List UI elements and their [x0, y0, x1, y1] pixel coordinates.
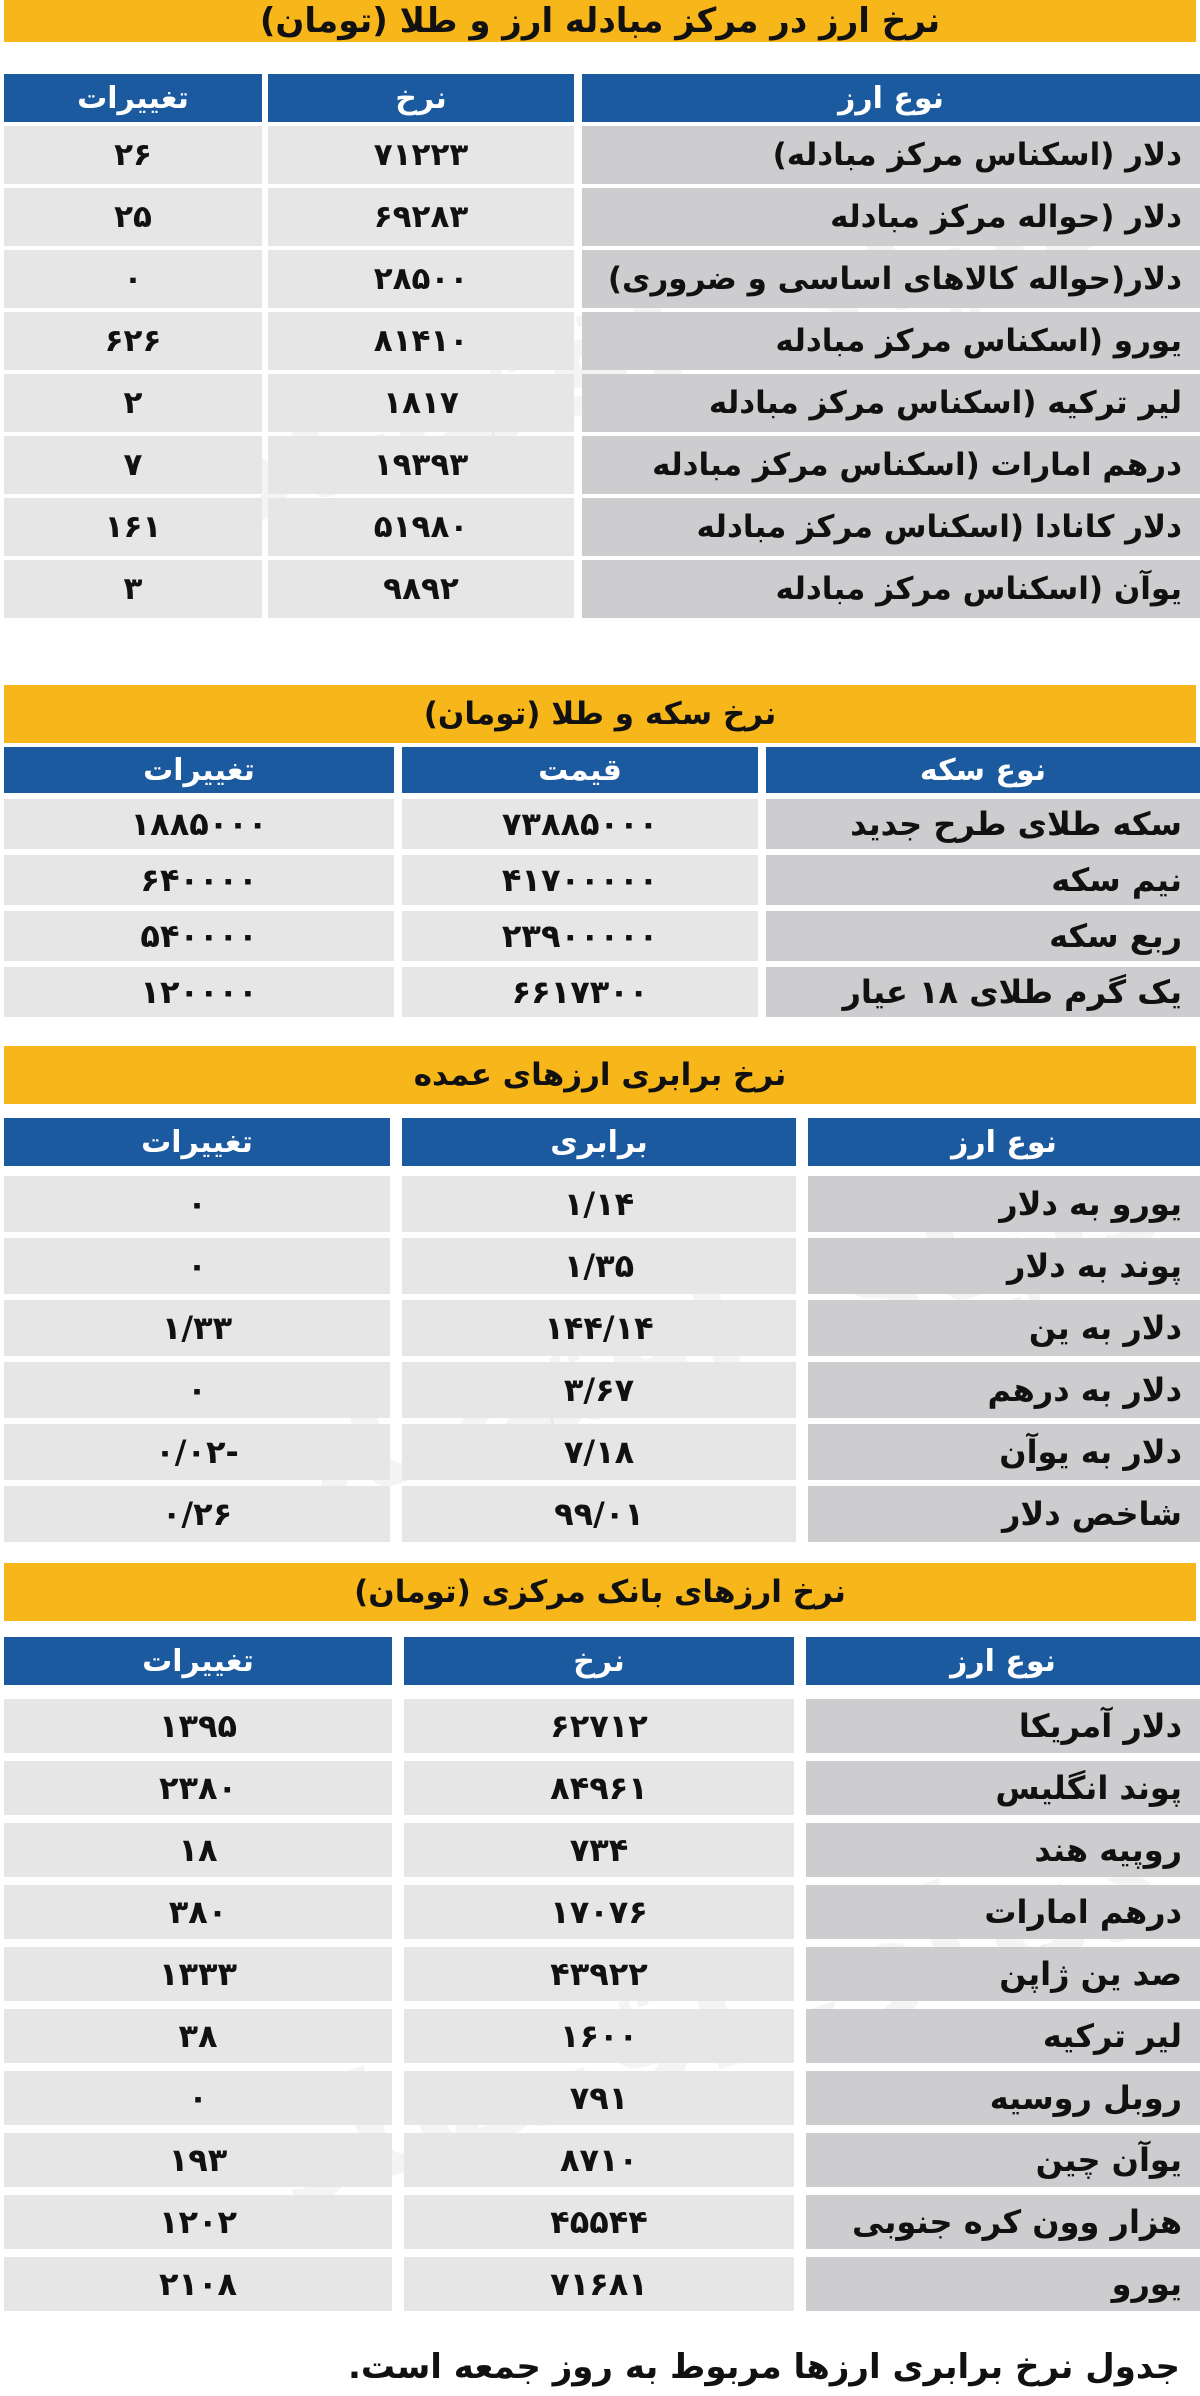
table-row: [0, 560, 1200, 618]
cell-rate: ۱/۳۵: [402, 1238, 796, 1294]
section-title: نرخ ارزهای بانک مرکزی (تومان): [4, 1563, 1196, 1621]
cell-type: دلار به یوآن: [808, 1424, 1200, 1480]
cell-type: هزار وون کره جنوبی: [806, 2195, 1200, 2249]
table-row: [0, 1300, 1200, 1356]
cell-change: ۰/۲۶: [4, 1486, 390, 1542]
table-row: [0, 498, 1200, 556]
table-row: [0, 2009, 1200, 2063]
table-row: [0, 436, 1200, 494]
cell-rate: ۸۱۴۱۰: [268, 312, 574, 370]
cell-rate: ۹۹/۰۱: [402, 1486, 796, 1542]
section-title: نرخ سکه و طلا (تومان): [4, 685, 1196, 743]
cell-change: ۰: [4, 1176, 390, 1232]
header-type: نوع ارز: [582, 74, 1200, 122]
cell-change: ۲۶: [4, 126, 262, 184]
table-row: [0, 1176, 1200, 1232]
cell-rate: ۴۵۵۴۴: [404, 2195, 794, 2249]
cell-change: ۲۱۰۸: [4, 2257, 392, 2311]
cell-rate: ۱/۱۴: [402, 1176, 796, 1232]
cell-change: ۱۹۳: [4, 2133, 392, 2187]
cell-type: پوند انگلیس: [806, 1761, 1200, 1815]
cell-rate: ۴۱۷۰۰۰۰۰: [402, 855, 758, 905]
table-row: [0, 1823, 1200, 1877]
table-row: [0, 126, 1200, 184]
cell-type: دلار آمریکا: [806, 1699, 1200, 1753]
cell-rate: ۸۷۱۰: [404, 2133, 794, 2187]
cell-type: دلار به ین: [808, 1300, 1200, 1356]
cell-change: ۲۵: [4, 188, 262, 246]
cell-type: دلار کانادا (اسکناس مرکز مبادله: [582, 498, 1200, 556]
cell-change: ۳: [4, 560, 262, 618]
cell-rate: ۱۴۴/۱۴: [402, 1300, 796, 1356]
cell-change: ۱۳۹۵: [4, 1699, 392, 1753]
cell-change: ۳۸: [4, 2009, 392, 2063]
cell-change: ۲۳۸۰: [4, 1761, 392, 1815]
table-row: [0, 2071, 1200, 2125]
header-rate: نرخ: [404, 1637, 794, 1685]
cell-rate: ۲۸۵۰۰: [268, 250, 574, 308]
cell-rate: ۷۱۲۲۳: [268, 126, 574, 184]
cell-change: ۶۲۶: [4, 312, 262, 370]
table-row: [0, 2133, 1200, 2187]
header-change: تغییرات: [4, 747, 394, 793]
table-header: [0, 1637, 1200, 1685]
header-rate: قیمت: [402, 747, 758, 793]
cell-type: دلار(حواله کالاهای اساسی و ضروری): [582, 250, 1200, 308]
cell-change: ۵۴۰۰۰۰: [4, 911, 394, 961]
cell-type: درهم امارات: [806, 1885, 1200, 1939]
cell-change: ۱۳۳۳: [4, 1947, 392, 2001]
table-header: [0, 74, 1200, 122]
header-type: نوع ارز: [808, 1118, 1200, 1166]
cell-type: یک گرم طلای ۱۸ عیار: [766, 967, 1200, 1017]
cell-type: صد ین ژاپن: [806, 1947, 1200, 2001]
table-row: [0, 911, 1200, 961]
table-row: [0, 855, 1200, 905]
cell-type: یورو به دلار: [808, 1176, 1200, 1232]
cell-change: ۱۶۱: [4, 498, 262, 556]
cell-rate: ۶۹۲۸۳: [268, 188, 574, 246]
cell-type: دلار (حواله مرکز مبادله: [582, 188, 1200, 246]
table-row: [0, 1238, 1200, 1294]
cell-rate: ۷۳۴: [404, 1823, 794, 1877]
cell-type: لیر ترکیه (اسکناس مرکز مبادله: [582, 374, 1200, 432]
footnote: جدول نرخ برابری ارزها مربوط به روز جمعه است.: [347, 2347, 1180, 2387]
header-change: تغییرات: [4, 1637, 392, 1685]
cell-type: یوآن (اسکناس مرکز مبادله: [582, 560, 1200, 618]
cell-rate: ۳/۶۷: [402, 1362, 796, 1418]
table-row: [0, 1947, 1200, 2001]
cell-change: ۱۲۰۲: [4, 2195, 392, 2249]
cell-type: روبل روسیه: [806, 2071, 1200, 2125]
cell-rate: ۶۶۱۷۳۰۰: [402, 967, 758, 1017]
cell-type: یورو (اسکناس مرکز مبادله: [582, 312, 1200, 370]
header-rate: برابری: [402, 1118, 796, 1166]
table-row: [0, 188, 1200, 246]
cell-rate: ۸۴۹۶۱: [404, 1761, 794, 1815]
table-row: [0, 1761, 1200, 1815]
cell-change: ۱۲۰۰۰۰: [4, 967, 394, 1017]
cell-change: ۱۸: [4, 1823, 392, 1877]
cell-change: ۳۸۰: [4, 1885, 392, 1939]
cell-type: نیم سکه: [766, 855, 1200, 905]
cell-type: دلار (اسکناس مرکز مبادله): [582, 126, 1200, 184]
cell-rate: ۷۱۶۸۱: [404, 2257, 794, 2311]
cell-type: سکه طلای طرح جدید: [766, 799, 1200, 849]
cell-change: ۱/۳۳: [4, 1300, 390, 1356]
cell-rate: ۱۹۳۹۳: [268, 436, 574, 494]
table-row: [0, 1486, 1200, 1542]
section-title: نرخ برابری ارزهای عمده: [4, 1046, 1196, 1104]
header-rate: نرخ: [268, 74, 574, 122]
cell-rate: ۱۷۰۷۶: [404, 1885, 794, 1939]
table-row: [0, 250, 1200, 308]
cell-rate: ۶۲۷۱۲: [404, 1699, 794, 1753]
cell-rate: ۱۶۰۰: [404, 2009, 794, 2063]
table-row: [0, 1699, 1200, 1753]
cell-type: درهم امارات (اسکناس مرکز مبادله: [582, 436, 1200, 494]
header-type: نوع سکه: [766, 747, 1200, 793]
cell-rate: ۷/۱۸: [402, 1424, 796, 1480]
table-row: [0, 312, 1200, 370]
cell-change: ۰: [4, 2071, 392, 2125]
cell-type: دلار به درهم: [808, 1362, 1200, 1418]
table-header: [0, 1118, 1200, 1166]
cell-type: شاخص دلار: [808, 1486, 1200, 1542]
cell-rate: ۱۸۱۷: [268, 374, 574, 432]
cell-rate: ۴۳۹۲۲: [404, 1947, 794, 2001]
cell-type: یوآن چین: [806, 2133, 1200, 2187]
cell-type: روپیه هند: [806, 1823, 1200, 1877]
cell-rate: ۷۹۱: [404, 2071, 794, 2125]
cell-change: ۱۸۸۵۰۰۰: [4, 799, 394, 849]
header-change: تغییرات: [4, 74, 262, 122]
table-row: [0, 374, 1200, 432]
cell-change: ۷: [4, 436, 262, 494]
table-row: [0, 2257, 1200, 2311]
table-row: [0, 1424, 1200, 1480]
cell-type: لیر ترکیه: [806, 2009, 1200, 2063]
cell-rate: ۷۳۸۸۵۰۰۰: [402, 799, 758, 849]
cell-type: یورو: [806, 2257, 1200, 2311]
header-change: تغییرات: [4, 1118, 390, 1166]
cell-rate: ۹۸۹۲: [268, 560, 574, 618]
table-row: [0, 967, 1200, 1017]
cell-change: ۰: [4, 250, 262, 308]
header-type: نوع ارز: [806, 1637, 1200, 1685]
table-row: [0, 799, 1200, 849]
table-row: [0, 1885, 1200, 1939]
cell-type: ربع سکه: [766, 911, 1200, 961]
section-title: نرخ ارز در مرکز مبادله ارز و طلا (تومان): [4, 0, 1196, 42]
cell-change: ۲: [4, 374, 262, 432]
cell-change: ۰: [4, 1238, 390, 1294]
cell-type: پوند به دلار: [808, 1238, 1200, 1294]
cell-change: -۰/۰۲: [4, 1424, 390, 1480]
cell-rate: ۵۱۹۸۰: [268, 498, 574, 556]
table-row: [0, 2195, 1200, 2249]
cell-rate: ۲۳۹۰۰۰۰۰: [402, 911, 758, 961]
cell-change: ۰: [4, 1362, 390, 1418]
table-header: [0, 747, 1200, 793]
cell-change: ۶۴۰۰۰۰: [4, 855, 394, 905]
table-row: [0, 1362, 1200, 1418]
